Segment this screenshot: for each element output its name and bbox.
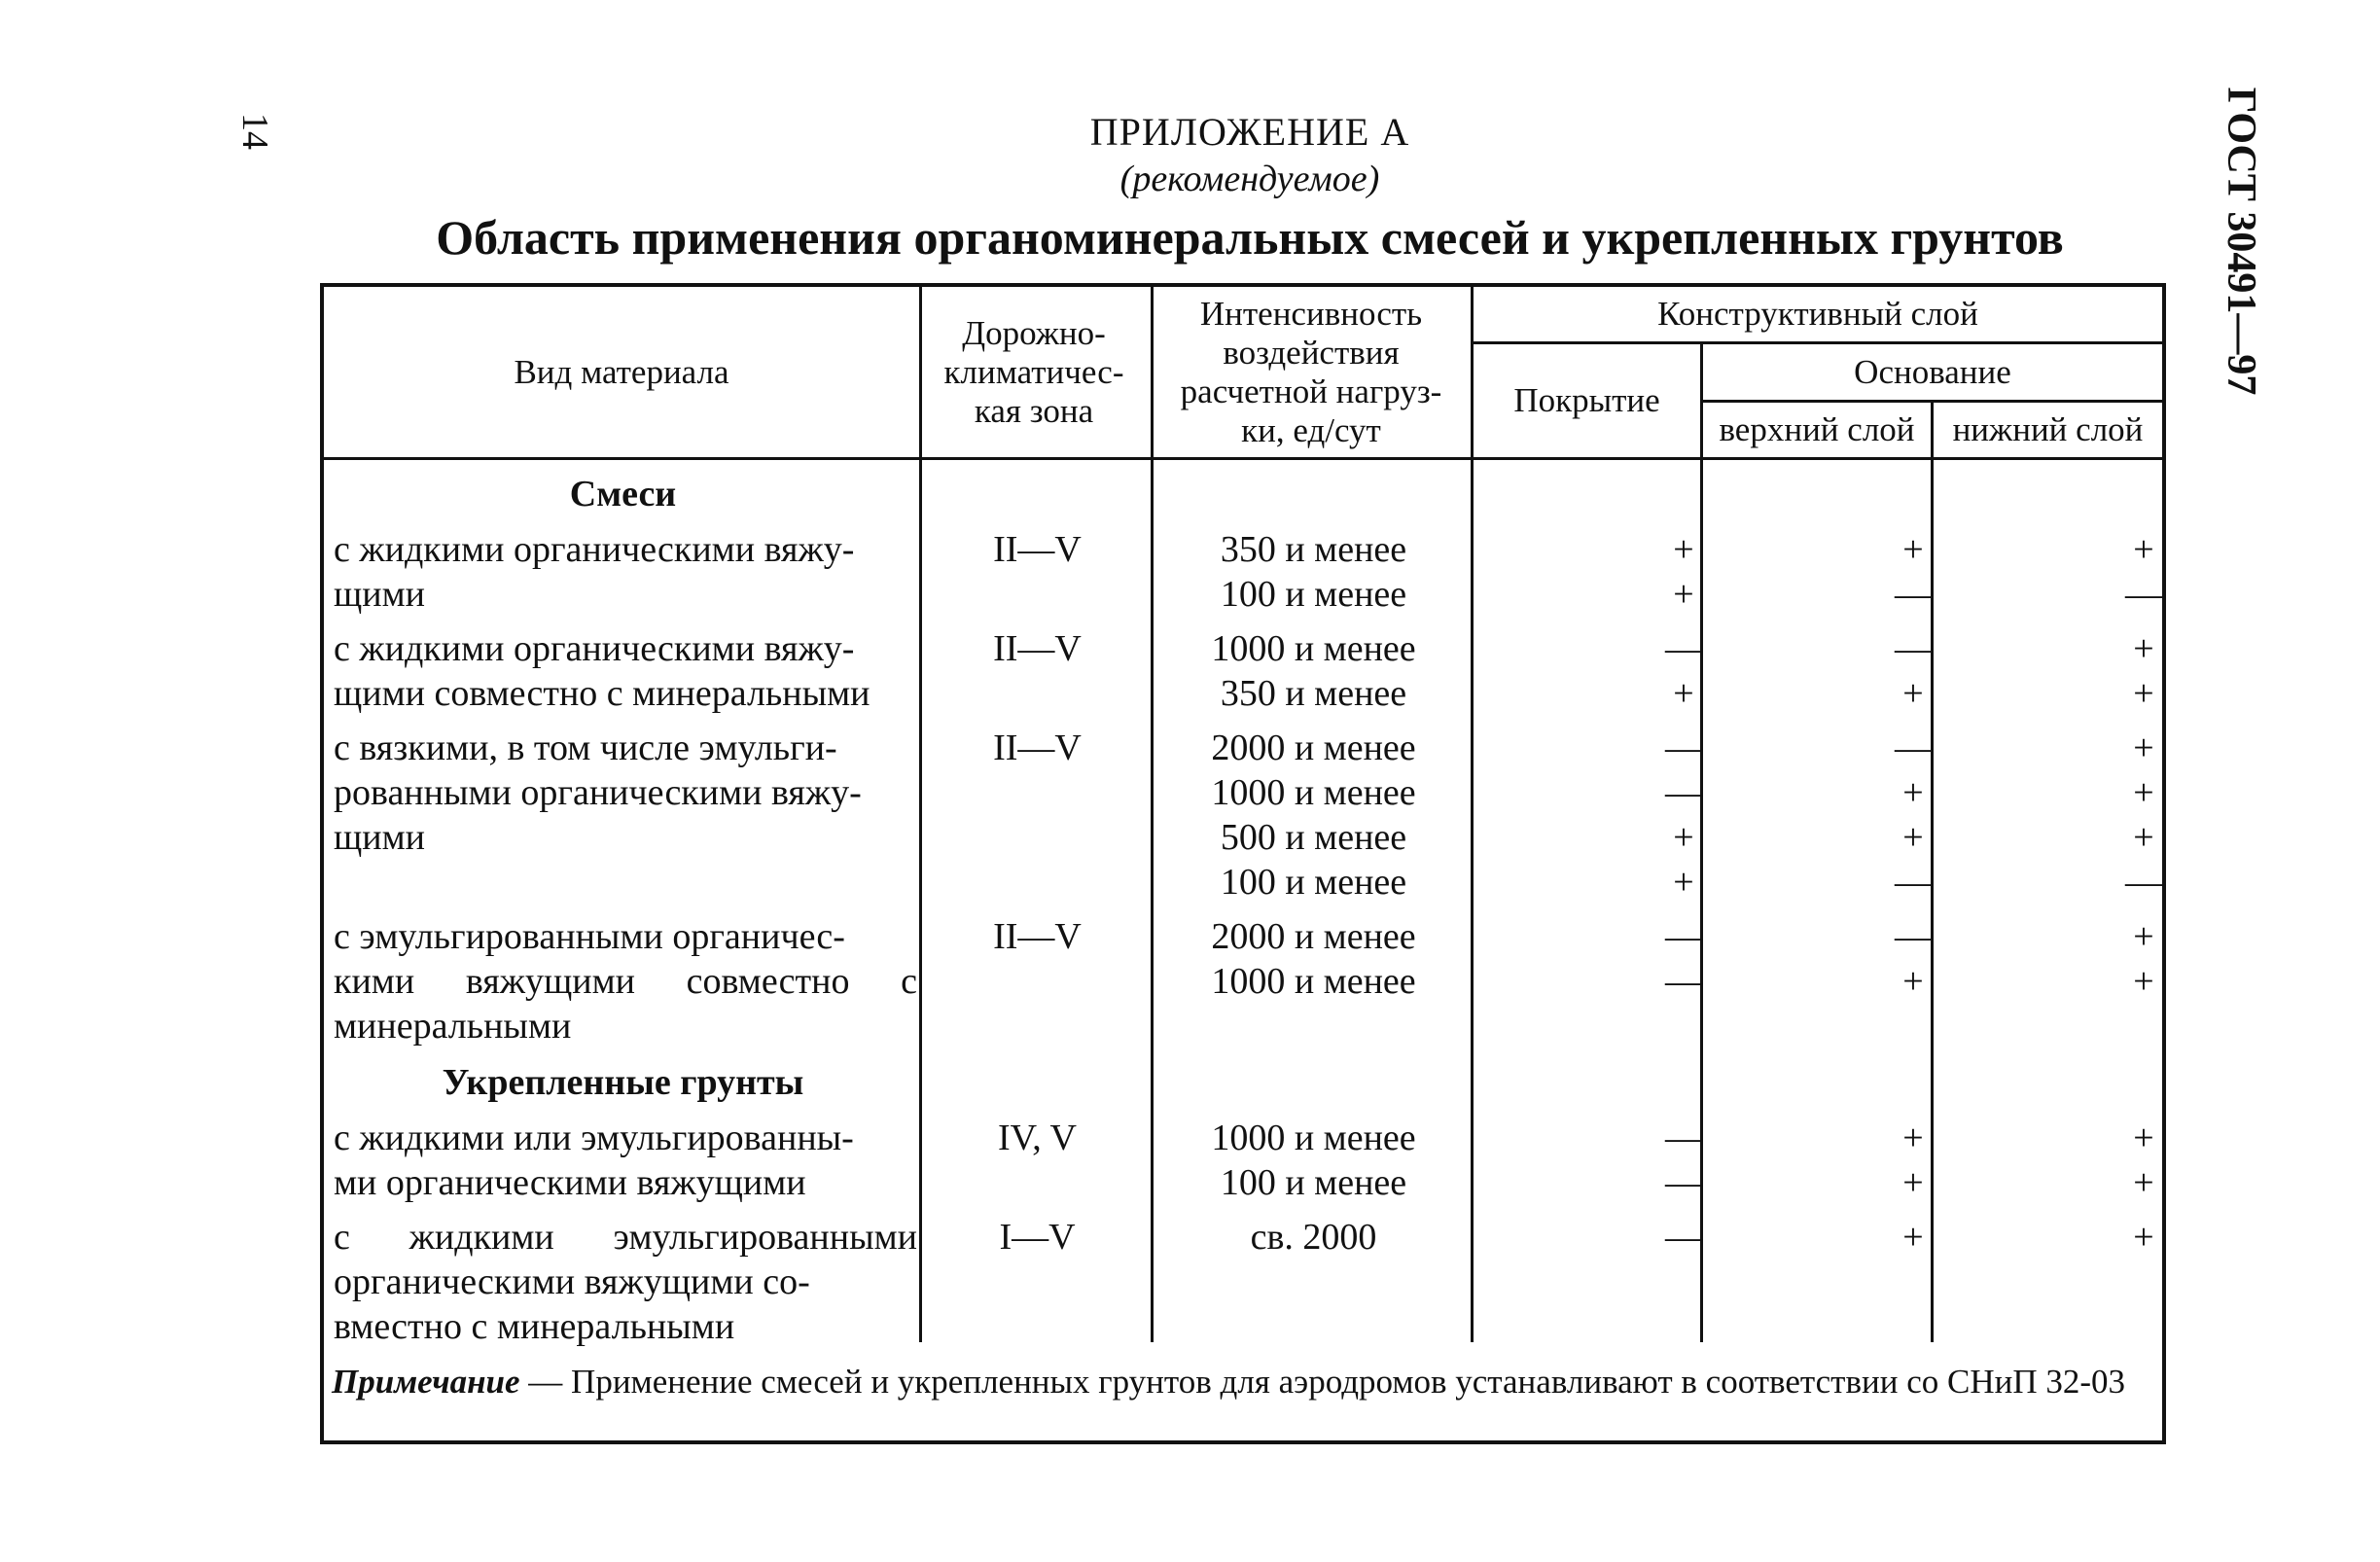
- appendix-title: ПРИЛОЖЕНИЕ А: [1089, 110, 1410, 154]
- upper-layer-cell: +: [1902, 961, 1924, 1002]
- zone-cell: II—V: [993, 728, 1082, 768]
- application-table: [320, 283, 2166, 1444]
- coating-cell: +: [1673, 574, 1694, 615]
- coating-cell: —: [1665, 916, 1702, 957]
- intensity-cell: 1000 и менее: [1211, 961, 1416, 1002]
- coating-cell: —: [1665, 1118, 1702, 1158]
- coating-cell: +: [1673, 862, 1694, 903]
- intensity-cell: 350 и менее: [1220, 529, 1407, 570]
- intensity-cell: 100 и менее: [1220, 1162, 1407, 1203]
- header-layer: Конструктивный слой: [1657, 295, 1978, 333]
- header-material: Вид материала: [514, 352, 729, 391]
- intensity-cell: 100 и менее: [1220, 862, 1407, 903]
- lower-layer-cell: —: [2125, 574, 2162, 615]
- lower-layer-cell: +: [2133, 961, 2154, 1002]
- upper-layer-cell: —: [1895, 574, 1932, 615]
- header-upper-layer: верхний слой: [1719, 410, 1915, 448]
- document-title: Область применения органоминеральных смесей и укрепленных грунтов: [436, 210, 2064, 265]
- lower-layer-cell: +: [2133, 772, 2154, 813]
- coating-cell: +: [1673, 529, 1694, 570]
- lower-layer-cell: —: [2125, 862, 2162, 903]
- material-viscous-binders: с вязкими, в том числе эмульги- рованными органическими вяжу- щими: [334, 728, 862, 858]
- material-soils-liquid-or-emulsified: с жидкими или эмульгированны- ми органическими вяжущими: [334, 1118, 854, 1203]
- header-intensity: Интенсивность воздействия расчетной нагруз-ки, ед/сут: [1180, 294, 1442, 449]
- coating-cell: —: [1665, 1217, 1702, 1258]
- header-zone: Дорожно-климатичес-кая зона: [943, 313, 1124, 430]
- lower-layer-cell: +: [2133, 1118, 2154, 1158]
- zone-cell: I—V: [999, 1217, 1076, 1258]
- coating-cell: +: [1673, 673, 1694, 714]
- intensity-cell: 1000 и менее: [1211, 1118, 1416, 1158]
- upper-layer-cell: —: [1895, 628, 1932, 669]
- note-text: — Применение смесей и укрепленных грунтов для аэродромов устанавливают в соответствии со СНиП 32-03: [519, 1363, 2126, 1401]
- gost-code: ГОСТ 30491—97: [2219, 87, 2263, 396]
- section-title-stabilized-soils: Укрепленные грунты: [442, 1062, 804, 1103]
- col-divider-zone: [1151, 287, 1154, 1342]
- lower-layer-cell: +: [2133, 1162, 2154, 1203]
- coating-cell: —: [1665, 772, 1702, 813]
- intensity-cell: 1000 и менее: [1211, 772, 1416, 813]
- table-note: [332, 1361, 2160, 1403]
- coating-cell: —: [1665, 728, 1702, 768]
- upper-layer-cell: +: [1902, 1118, 1924, 1158]
- intensity-cell: 100 и менее: [1220, 574, 1407, 615]
- material-liquid-binders: с жидкими органическими вяжу- щими: [334, 529, 855, 615]
- zone-cell: II—V: [993, 628, 1082, 669]
- col-divider-material: [919, 287, 922, 1342]
- coating-cell: —: [1665, 961, 1702, 1002]
- upper-layer-cell: +: [1902, 817, 1924, 858]
- intensity-cell: 1000 и менее: [1211, 628, 1416, 669]
- upper-layer-cell: +: [1902, 1217, 1924, 1258]
- intensity-cell: 500 и менее: [1220, 817, 1407, 858]
- upper-layer-cell: —: [1895, 862, 1932, 903]
- intensity-cell: 2000 и менее: [1211, 916, 1416, 957]
- lower-layer-cell: +: [2133, 916, 2154, 957]
- lower-layer-cell: +: [2133, 1217, 2154, 1258]
- material-emulsified-binders-with-mineral: с эмульгированными органичес- кими вяжущими совместно с минеральными: [334, 916, 917, 1047]
- zone-cell: II—V: [993, 916, 1082, 957]
- coating-cell: —: [1665, 628, 1702, 669]
- lower-layer-cell: +: [2133, 673, 2154, 714]
- coating-cell: —: [1665, 1162, 1702, 1203]
- upper-layer-cell: —: [1895, 728, 1932, 768]
- page-number: 14: [234, 113, 275, 150]
- zone-cell: IV, V: [998, 1118, 1077, 1158]
- appendix-subtitle: (рекомендуемое): [1119, 159, 1380, 199]
- zone-cell: II—V: [993, 529, 1082, 570]
- upper-layer-cell: +: [1902, 673, 1924, 714]
- upper-layer-cell: +: [1902, 529, 1924, 570]
- upper-layer-cell: +: [1902, 1162, 1924, 1203]
- lower-layer-cell: +: [2133, 817, 2154, 858]
- coating-cell: +: [1673, 817, 1694, 858]
- intensity-cell: 350 и менее: [1220, 673, 1407, 714]
- upper-layer-cell: +: [1902, 772, 1924, 813]
- header-base: Основание: [1854, 352, 2011, 391]
- intensity-cell: св. 2000: [1250, 1217, 1377, 1258]
- lower-layer-cell: +: [2133, 529, 2154, 570]
- lower-layer-cell: +: [2133, 728, 2154, 768]
- header-coating: Покрытие: [1513, 381, 1660, 419]
- header-bottom-rule: [324, 457, 2162, 460]
- material-soils-emulsified-with-mineral: с жидкими эмульгированными органическими вяжущими со- вместно с минеральными: [334, 1217, 917, 1347]
- note-label: Примечание: [332, 1363, 520, 1401]
- intensity-cell: 2000 и менее: [1211, 728, 1416, 768]
- header-lower-layer: нижний слой: [1952, 410, 2144, 448]
- section-title-mixtures: Смеси: [569, 474, 677, 515]
- material-liquid-binders-with-mineral: с жидкими органическими вяжу- щими совместно с минеральными: [334, 628, 870, 714]
- lower-layer-cell: +: [2133, 628, 2154, 669]
- upper-layer-cell: —: [1895, 916, 1932, 957]
